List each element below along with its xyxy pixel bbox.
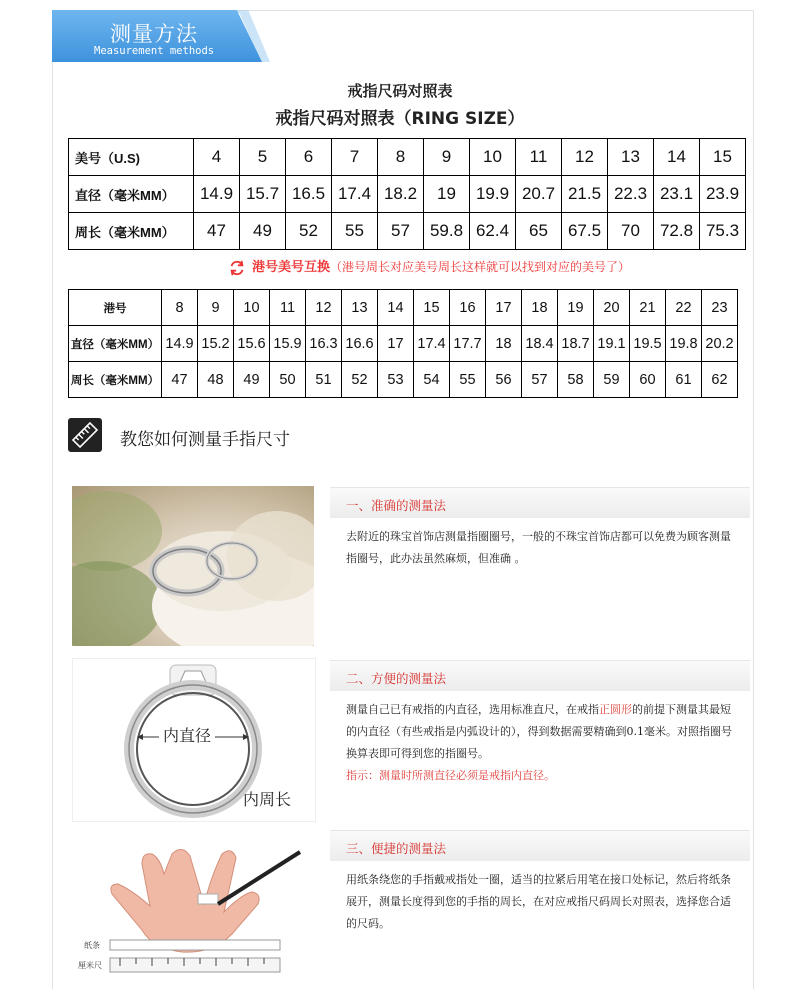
hk-size-cell: 18.4	[522, 326, 558, 362]
paper-strip-label: 纸条	[84, 941, 100, 950]
us-size-cell: 6	[286, 139, 332, 176]
hk-size-cell: 13	[342, 290, 378, 326]
hk-size-row	[69, 326, 738, 362]
us-size-row	[69, 213, 746, 250]
banner-subtitle: Measurement methods	[94, 45, 215, 57]
hk-size-cell: 16.6	[342, 326, 378, 362]
swap-note	[228, 256, 630, 277]
us-size-cell: 47	[194, 213, 240, 250]
us-size-row-label: 美号（U.S)	[69, 139, 194, 176]
hk-size-cell: 62	[702, 362, 738, 398]
hk-size-row	[69, 362, 738, 398]
us-size-cell: 10	[470, 139, 516, 176]
us-size-cell: 9	[424, 139, 470, 176]
us-size-cell: 20.7	[516, 176, 562, 213]
hk-size-cell: 54	[414, 362, 450, 398]
hk-size-cell: 48	[198, 362, 234, 398]
hk-size-cell: 19.5	[630, 326, 666, 362]
hk-size-cell: 11	[270, 290, 306, 326]
hk-size-cell: 55	[450, 362, 486, 398]
hk-size-cell: 18.7	[558, 326, 594, 362]
hk-size-row-label: 港号	[69, 290, 162, 326]
method-note: 指示：测量时所测直径必须是戒指内直径。	[346, 769, 555, 782]
hk-size-cell: 10	[234, 290, 270, 326]
us-size-cell: 4	[194, 139, 240, 176]
hk-size-cell: 47	[162, 362, 198, 398]
method-accurate	[330, 487, 750, 570]
us-size-cell: 15	[700, 139, 746, 176]
us-size-cell: 19	[424, 176, 470, 213]
us-size-cell: 8	[378, 139, 424, 176]
us-size-cell: 67.5	[562, 213, 608, 250]
hk-size-cell: 16.3	[306, 326, 342, 362]
us-size-cell: 52	[286, 213, 332, 250]
us-size-cell: 21.5	[562, 176, 608, 213]
inner-diameter-label: 内直径	[159, 723, 215, 746]
hk-size-row-label: 周长（毫米MM）	[69, 362, 162, 398]
hk-size-cell: 22	[666, 290, 702, 326]
method-body: 测量自己已有戒指的内直径，选用标准直尺，在戒指正圆形的前提下测量其最短的内直径（有些戒指是内弧设计的），得到数据需要精确到0.1毫米。对照指圈号换算表即可得到您的指圈号。 指示：测量时所测直径必须是戒指内直径。	[346, 703, 732, 782]
banner-title: 测量方法	[110, 22, 198, 46]
us-size-cell: 23.9	[700, 176, 746, 213]
hk-size-cell: 18	[522, 290, 558, 326]
us-size-cell: 12	[562, 139, 608, 176]
hk-size-cell: 17	[378, 326, 414, 362]
hk-size-cell: 20.2	[702, 326, 738, 362]
hk-size-table	[68, 289, 738, 398]
us-size-cell: 72.8	[654, 213, 700, 250]
hk-size-cell: 19.1	[594, 326, 630, 362]
howto-text: 教您如何测量手指尺寸	[120, 430, 290, 450]
rings-photo	[72, 486, 314, 646]
us-size-cell: 23.1	[654, 176, 700, 213]
hk-size-cell: 59	[594, 362, 630, 398]
method-convenient	[330, 660, 750, 787]
us-size-cell: 65	[516, 213, 562, 250]
hk-size-cell: 15	[414, 290, 450, 326]
us-size-cell: 16.5	[286, 176, 332, 213]
us-size-cell: 75.3	[700, 213, 746, 250]
hk-size-cell: 21	[630, 290, 666, 326]
us-size-cell: 62.4	[470, 213, 516, 250]
hk-size-cell: 16	[450, 290, 486, 326]
us-size-table	[68, 138, 746, 250]
swap-title: 港号美号互换	[252, 260, 331, 275]
hk-size-cell: 56	[486, 362, 522, 398]
hk-size-cell: 17	[486, 290, 522, 326]
hk-size-row	[69, 290, 738, 326]
hk-size-cell: 15.9	[270, 326, 306, 362]
us-size-row	[69, 176, 746, 213]
hk-size-cell: 53	[378, 362, 414, 398]
method-body: 去附近的珠宝首饰店测量指圈圈号，一般的不珠宝首饰店都可以免费为顾客测量指圈号，此办法虽然麻烦，但准确 。	[346, 530, 731, 565]
method-title: 三、便捷的测量法	[346, 841, 447, 856]
hk-size-cell: 19	[558, 290, 594, 326]
us-size-cell: 57	[378, 213, 424, 250]
hand-measure-photo	[72, 834, 314, 984]
swap-icon	[228, 259, 246, 277]
us-size-cell: 14.9	[194, 176, 240, 213]
hk-size-cell: 49	[234, 362, 270, 398]
hk-size-cell: 58	[558, 362, 594, 398]
method-body: 用纸条绕您的手指戴戒指处一圈，适当的拉紧后用笔在接口处标记，然后将纸条展开，测量长度得到您的手指的周长，在对应戒指尺码周长对照表，选择您合适的尺码。	[346, 873, 731, 930]
hk-size-cell: 23	[702, 290, 738, 326]
page-subtitle: 戒指尺码对照表（RING SIZE）	[275, 109, 525, 129]
hk-size-cell: 57	[522, 362, 558, 398]
hk-size-row-label: 直径（毫米MM）	[69, 326, 162, 362]
swap-text: （港号周长对应美号周长这样就可以找到对应的美号了）	[330, 260, 631, 274]
us-size-cell: 7	[332, 139, 378, 176]
hk-size-cell: 15.2	[198, 326, 234, 362]
us-size-cell: 14	[654, 139, 700, 176]
hk-size-cell: 51	[306, 362, 342, 398]
inner-circumference-label: 内周长	[243, 790, 292, 809]
page-title: 戒指尺码对照表	[347, 82, 453, 100]
us-size-cell: 70	[608, 213, 654, 250]
hk-size-cell: 14	[378, 290, 414, 326]
us-size-cell: 17.4	[332, 176, 378, 213]
hk-size-cell: 18	[486, 326, 522, 362]
method-title: 二、方便的测量法	[346, 671, 447, 686]
us-size-cell: 5	[240, 139, 286, 176]
hk-size-cell: 9	[198, 290, 234, 326]
ring-diagram	[72, 658, 316, 822]
cm-ruler-label: 厘米尺	[78, 961, 102, 970]
us-size-cell: 59.8	[424, 213, 470, 250]
hk-size-cell: 19.8	[666, 326, 702, 362]
section-banner	[52, 10, 270, 62]
us-size-cell: 18.2	[378, 176, 424, 213]
us-size-cell: 13	[608, 139, 654, 176]
hk-size-cell: 12	[306, 290, 342, 326]
hk-size-cell: 61	[666, 362, 702, 398]
hk-size-cell: 14.9	[162, 326, 198, 362]
hk-size-cell: 60	[630, 362, 666, 398]
us-size-cell: 22.3	[608, 176, 654, 213]
us-size-cell: 19.9	[470, 176, 516, 213]
method-quick	[330, 830, 750, 935]
hk-size-cell: 50	[270, 362, 306, 398]
us-size-row	[69, 139, 746, 176]
us-size-cell: 55	[332, 213, 378, 250]
hk-size-cell: 52	[342, 362, 378, 398]
us-size-row-label: 周长（毫米MM）	[69, 213, 194, 250]
hk-size-cell: 20	[594, 290, 630, 326]
hk-size-cell: 8	[162, 290, 198, 326]
hk-size-cell: 15.6	[234, 326, 270, 362]
hk-size-cell: 17.7	[450, 326, 486, 362]
method-title: 一、准确的测量法	[346, 498, 447, 513]
us-size-cell: 11	[516, 139, 562, 176]
us-size-cell: 15.7	[240, 176, 286, 213]
hk-size-cell: 17.4	[414, 326, 450, 362]
us-size-row-label: 直径（毫米MM）	[69, 176, 194, 213]
us-size-cell: 49	[240, 213, 286, 250]
ruler-icon	[68, 418, 102, 452]
